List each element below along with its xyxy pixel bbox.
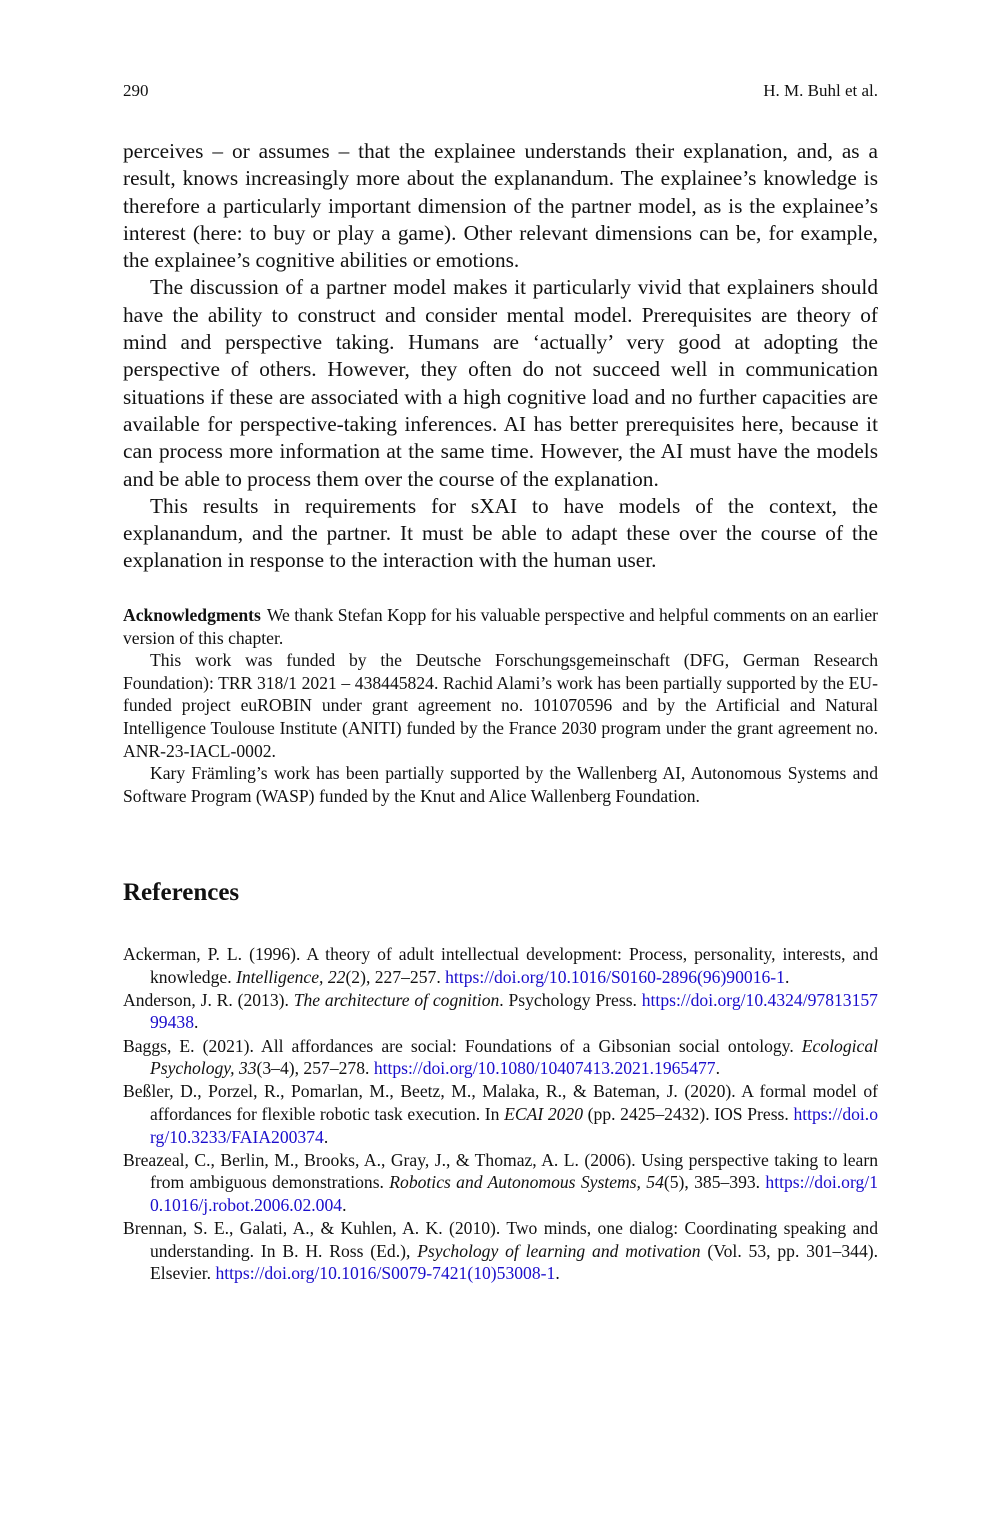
references-heading: References [123,879,240,906]
acknowledgments-paragraph-1 [123,604,878,649]
body-paragraph-1: perceives – or assumes – that the explainee understands their explanation, and, as a result, knows increasingly more about the explanandum. The explainee’s knowledge is therefore a particularly important dimension of the partner model, as is the explainee’s interest (here: to buy or play a game). Other relevant dimensions can be, for example, the explainee’s cognitive abilities or emotions. [123,139,878,273]
reference-end: . [715,1058,721,1079]
reference-source: Ecological Psychology, 33 [150,1035,878,1079]
reference-source: ECAI 2020 [504,1103,584,1124]
body-paragraph-3: This results in requirements for sXAI to have models of the context, the explanandum, and the partner. It must be able to adapt these over the course of the explanation in response to the interaction with the human user. [123,493,878,573]
reference-text: Baggs, E. (2021). All affordances are social: Foundations of a Gibsonian social ontology. [123,1035,802,1056]
reference-item [123,989,878,1034]
acknowledgments-paragraph-3: Kary Främling’s work has been partially supported by the Wallenberg AI, Autonomous Systems and Software Program (WASP) funded by the Knut and Alice Wallenberg Foundation. [123,763,878,806]
reference-end: . [342,1194,347,1215]
reference-text: . Psychology Press. [499,989,642,1010]
reference-text: (Vol. 53, pp. 301–344). Elsevier. [150,1240,878,1284]
reference-text: Ackerman, P. L. (1996). A theory of adult intellectual development: Process, personality, interests, and knowledge. [123,944,878,987]
reference-source: The architecture of cognition [293,989,500,1010]
doi-link[interactable]: https://doi.org/10.1016/j.robot.2006.02.004 [150,1172,878,1215]
reference-item [123,1149,878,1217]
acknowledgments-label: Acknowledgments [123,605,261,625]
acknowledgments-paragraph-2: This work was funded by the Deutsche Forschungsgemeinschaft (DFG, German Research Foundation): TRR 318/1 2021 – 438445824. Rachid Alami’s work has been partially supported by the EU-funded project euROBIN under grant agreement no. 101070596 and by the Artificial and Natural Intelligence Toulouse Institute (ANITI) funded by the France 2030 program under the grant agreement no. ANR-23-IACL-0002. [123,650,878,761]
reference-source: Psychology of learning and motivation [417,1240,701,1261]
body-text [123,138,878,575]
reference-list [123,943,878,1285]
reference-item [123,1035,878,1080]
reference-source: Intelligence, 22 [236,966,346,987]
reference-text: (pp. 2425–2432). IOS Press. [583,1103,794,1124]
reference-source: Robotics and Autonomous Systems, 54 [389,1172,664,1193]
doi-link[interactable]: https://doi.org/10.1016/S0160-2896(96)90016-1 [445,966,785,987]
reference-end: . [555,1263,560,1284]
doi-link[interactable]: https://doi.org/10.4324/9781315799438 [150,989,878,1033]
body-paragraph-2: The discussion of a partner model makes it particularly vivid that explainers should have the ability to construct and consider mental model. Prerequisites are theory of mind and perspective taking. Humans are ‘actually’ very good at adopting the perspective of others. However, they often do not succeed well in communication situations if these are associated with a high cognitive load and no further capacities are available for perspective-taking inferences. AI has better prerequisites here, because it can process more information at the same time. However, the AI must have the models and be able to process them over the course of the explanation. [123,275,878,491]
reference-end: . [323,1126,329,1147]
reference-text: (2), 227–257. [345,966,446,987]
acknowledgments-section [123,604,878,807]
reference-text: Breazeal, C., Berlin, M., Brooks, A., Gray, J., & Thomaz, A. L. (2006). Using perspective taking to learn from ambiguous demonstrations. [123,1149,878,1193]
reference-text: Beßler, D., Porzel, R., Pomarlan, M., Beetz, M., Malaka, R., & Bateman, J. (2020). A formal model of affordances for flexible robotic task execution. In [123,1081,878,1124]
doi-link[interactable]: https://doi.org/10.1080/10407413.2021.1965477 [373,1058,716,1079]
doi-link[interactable]: https://doi.org/10.3233/FAIA200374 [150,1103,878,1147]
running-head-authors: H. M. Buhl et al. [763,81,878,100]
reference-end: . [193,1012,199,1033]
reference-item [123,1080,878,1148]
reference-text: Anderson, J. R. (2013). [123,989,294,1010]
acknowledgments-text-1: We thank Stefan Kopp for his valuable perspective and helpful comments on an earlier version of this chapter. [123,605,878,648]
reference-text: Brennan, S. E., Galati, A., & Kuhlen, A. K. (2010). Two minds, one dialog: Coordinating speaking and understanding. In B. H. Ross (Ed.), [123,1218,878,1261]
reference-end: . [784,966,790,987]
reference-text: (3–4), 257–278. [256,1058,374,1079]
reference-item [123,943,878,988]
reference-item [123,1217,878,1285]
doi-link[interactable]: https://doi.org/10.1016/S0079-7421(10)53008-1 [215,1263,556,1284]
reference-text: (5), 385–393. [663,1172,766,1193]
page-number: 290 [123,81,149,100]
